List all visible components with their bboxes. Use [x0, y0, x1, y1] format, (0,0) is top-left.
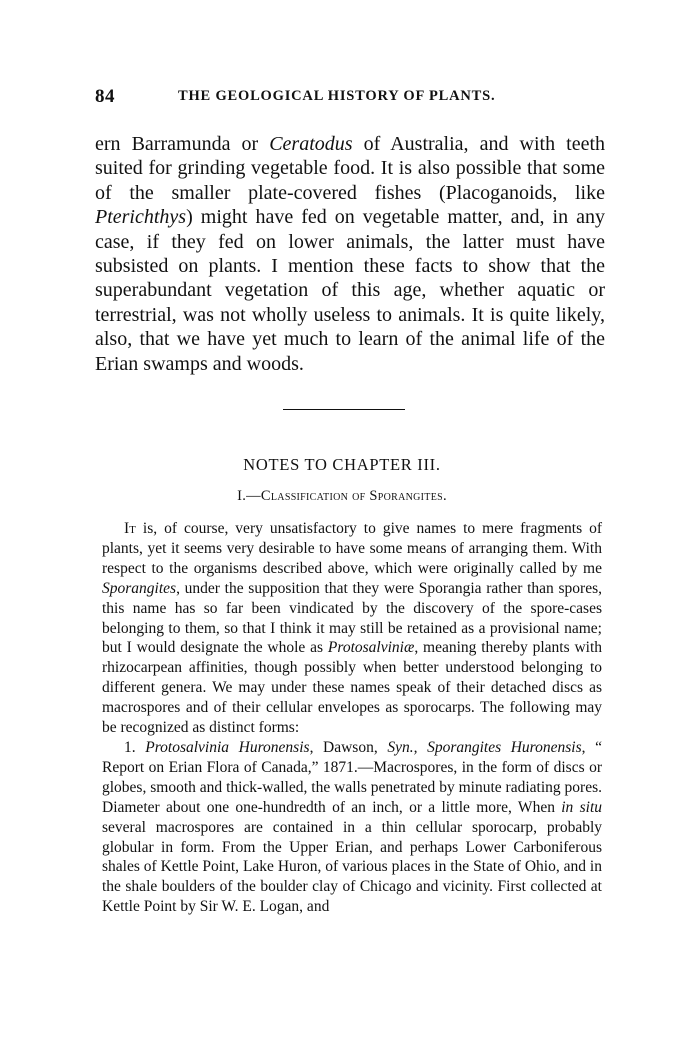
body-italic-ceratodus: Ceratodus — [269, 133, 353, 155]
body-text-run: ) might have fed on vegetable matter, and, in any case, if they fed on lower animals, the latter must have subsisted on plants. I mention these facts to show that the superabundant vegetation of this age, whether aquatic or terrestrial, was not wholly useless to animals. It is quite likely, also, that we have yet much to learn of the animal life of the Erian swamps and woods. — [95, 206, 605, 375]
notes-body — [102, 519, 602, 917]
notes-text-run: , under the supposition that they were Sporangia rather than spores, this name has so far been vindicated by the discovery of the spore-cases belonging to them, so that I think it may still be retained as a provisional name; but I would designate the whole as — [102, 579, 602, 657]
notes-heading: NOTES TO CHAPTER III. — [243, 455, 441, 474]
body-italic-pterichthys: Pterichthys — [95, 206, 187, 229]
notes-italic-sporangites: Sporangites — [102, 579, 177, 597]
body-text-run: ern Barramunda or — [95, 133, 270, 155]
section-heading: I.—Classification of Sporangites. — [237, 488, 447, 504]
notes-text-run: is, of course, very unsatisfactory to give names to mere fragments of plants, yet it seems very desirable to have some means of arranging them. With respect to the organisms described above, which were originally called by me — [102, 520, 602, 577]
body-paragraph — [95, 132, 605, 376]
notes-italic-in-situ: in situ — [561, 798, 603, 816]
body-text-run: of Australia, and with teeth suited for grinding vegetable food. It is also possible that some of the smaller plate-covered fishes (Placoganoids, like — [95, 133, 606, 204]
notes-paragraph — [102, 519, 602, 738]
notes-dropword: It — [124, 520, 136, 537]
section-divider-rule — [283, 409, 405, 410]
notes-italic-protosalviniae: Protosalviniæ — [327, 639, 415, 657]
notes-italic-synonym: Syn., Sporangites Huronensis — [387, 738, 582, 756]
notes-text-run: , “ Report on Erian Flora of Canada,” 1871.—Macrospores, in the form of discs or globes, smooth and thick-walled, the walls penetrated by minute radiating pores. Diameter about one one-hundredth of an inch, or a little more, When — [102, 738, 602, 816]
running-title: THE GEOLOGICAL HISTORY OF PLANTS. — [178, 88, 496, 104]
page-number: 84 — [95, 86, 115, 107]
notes-text-run: 1. — [124, 738, 146, 756]
notes-text-run: , Dawson, — [309, 738, 388, 756]
notes-text-run: , meaning thereby plants with rhizocarpean affinities, though possibly when better understood belonging to different genera. We may under these names speak of their detached discs as macrospores and of their cellular envelopes as sporocarps. The following may be recognized as distinct forms: — [102, 639, 602, 737]
notes-italic-species-name: Protosalvinia Huronensis — [145, 738, 310, 756]
notes-paragraph-species — [102, 738, 602, 917]
notes-text-run: several macrospores are contained in a thin cellular sporocarp, probably globular in form. From the Upper Erian, and perhaps Lower Carboniferous shales of Kettle Point, Lake Huron, of various places in the State of Ohio, and in the shale boulders of the boulder clay of Chicago and vicinity. First collected at Kettle Point by Sir W. E. Logan, and — [102, 818, 602, 916]
